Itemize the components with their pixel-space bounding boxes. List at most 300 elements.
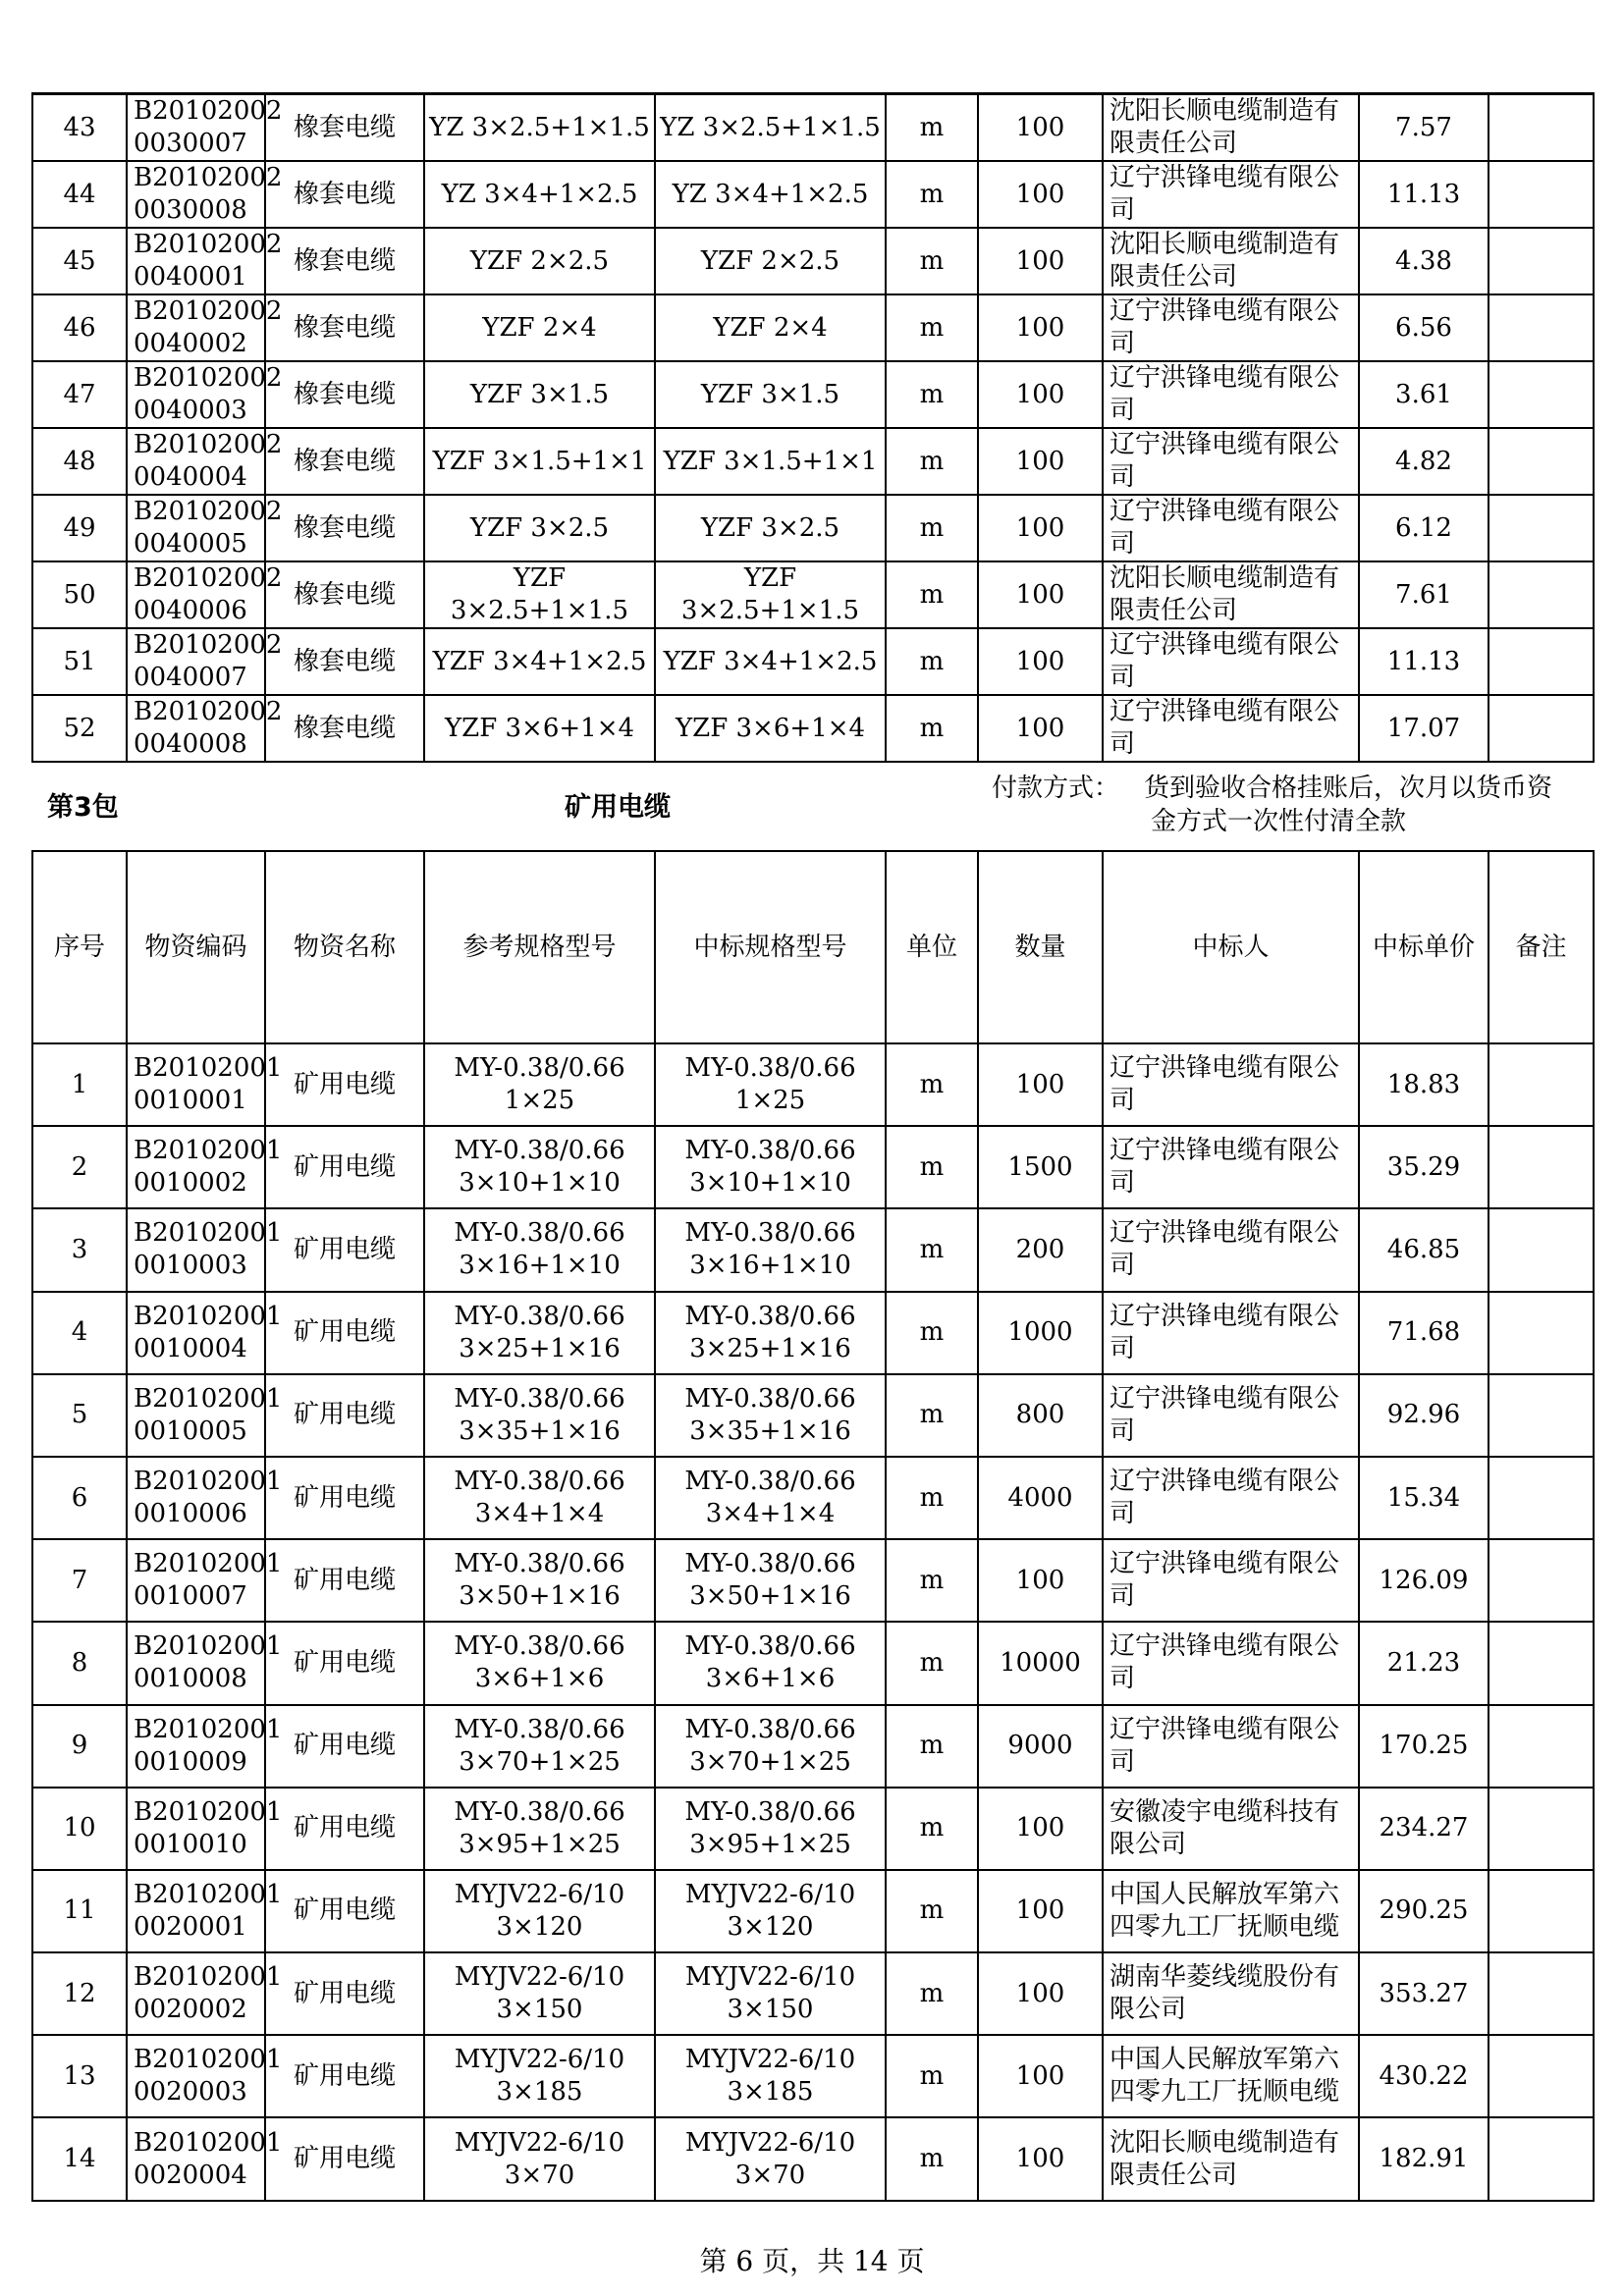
- cell-price: 6.12: [1359, 495, 1489, 561]
- cell-bidder: [1103, 161, 1359, 228]
- cell-bidder-line: 限公司: [1110, 1829, 1187, 1859]
- cell-ref-spec-line: MY-0.38/0.66: [454, 1467, 625, 1497]
- cell-bid-spec-line: 3×150: [727, 1995, 814, 2025]
- cell-code-line: 0010008: [134, 1664, 247, 1694]
- cell-bid-spec: [655, 428, 886, 495]
- cell-bid-spec-line: 3×10+1×10: [689, 1168, 851, 1199]
- cell-note: [1489, 561, 1594, 628]
- cell-ref-spec: [424, 1788, 655, 1870]
- cell-ref-spec-line: 3×2.5+1×1.5: [450, 596, 629, 625]
- cell-seq: 6: [32, 1457, 127, 1539]
- cell-bidder: [1103, 94, 1359, 162]
- cell-bid-spec: [655, 1539, 886, 1622]
- cell-bid-spec-line: YZF 3×1.5: [700, 379, 840, 409]
- cell-bidder: [1103, 561, 1359, 628]
- cell-bidder: [1103, 1374, 1359, 1457]
- table-row: [32, 1457, 1594, 1539]
- table-row: [32, 695, 1594, 762]
- cell-seq: 8: [32, 1622, 127, 1704]
- cell-bid-spec: [655, 228, 886, 294]
- cell-bidder-line: 司: [1110, 1581, 1136, 1612]
- cell-bidder-line: 限责任公司: [1110, 596, 1238, 625]
- cell-qty: 200: [978, 1208, 1103, 1291]
- cell-note: [1489, 1952, 1594, 2035]
- cell-ref-spec: [424, 428, 655, 495]
- cell-seq: 46: [32, 294, 127, 361]
- cell-price: 234.27: [1359, 1788, 1489, 1870]
- table-row: [32, 1870, 1594, 1952]
- cell-ref-spec-line: YZF: [513, 563, 567, 593]
- cell-bidder-line: 司: [1110, 1333, 1136, 1363]
- cell-code-line: B20102001: [134, 1714, 283, 1744]
- cell-code-line: 0040006: [134, 596, 247, 625]
- cell-code-line: 0010004: [134, 1333, 247, 1363]
- cell-ref-spec: [424, 1043, 655, 1126]
- cell-name: 橡套电缆: [265, 161, 424, 228]
- cell-code-line: 0040002: [134, 329, 247, 358]
- cell-note: [1489, 1870, 1594, 1952]
- cell-unit: m: [886, 495, 978, 561]
- cell-bid-spec: [655, 1870, 886, 1952]
- cell-ref-spec-line: YZF 2×2.5: [469, 245, 610, 276]
- cell-note: [1489, 695, 1594, 762]
- cell-ref-spec-line: 3×70+1×25: [459, 1746, 621, 1777]
- cell-bid-spec-line: 3×25+1×16: [689, 1333, 851, 1363]
- cell-bid-spec-line: 3×4+1×4: [705, 1499, 836, 1529]
- cell-qty: 100: [978, 1870, 1103, 1952]
- cell-bid-spec-line: 3×120: [727, 1911, 814, 1942]
- cell-bid-spec: [655, 1374, 886, 1457]
- cell-price: 35.29: [1359, 1126, 1489, 1208]
- cell-bid-spec-line: MYJV22-6/10: [684, 2127, 856, 2158]
- cell-bid-spec-line: MY-0.38/0.66: [684, 1053, 856, 1084]
- header-name: 物资名称: [265, 851, 424, 1043]
- cell-qty: 100: [978, 1952, 1103, 2035]
- table-header-row: [32, 851, 1594, 1043]
- cell-ref-spec: [424, 1705, 655, 1788]
- cell-ref-spec-line: 3×50+1×16: [459, 1581, 621, 1612]
- header-bid-spec: 中标规格型号: [655, 851, 886, 1043]
- cell-code: [127, 228, 283, 294]
- cell-unit: m: [886, 1292, 978, 1374]
- cell-seq: 47: [32, 361, 127, 428]
- cell-code: [127, 695, 283, 762]
- cell-qty: 100: [978, 361, 1103, 428]
- cell-unit: m: [886, 1374, 978, 1457]
- cell-note: [1489, 161, 1594, 228]
- cell-price: 11.13: [1359, 161, 1489, 228]
- cell-bid-spec-line: YZF: [743, 563, 797, 593]
- cell-code-line: B20102002: [134, 96, 283, 126]
- cell-ref-spec-line: 3×35+1×16: [459, 1415, 621, 1446]
- cell-code-line: B20102001: [134, 1631, 283, 1662]
- cell-bid-spec: [655, 1622, 886, 1704]
- cell-code-line: B20102001: [134, 2045, 283, 2075]
- cell-ref-spec: [424, 1126, 655, 1208]
- cell-note: [1489, 1788, 1594, 1870]
- cell-ref-spec: [424, 1870, 655, 1952]
- cell-name: 矿用电缆: [265, 1788, 424, 1870]
- cell-ref-spec: [424, 1539, 655, 1622]
- cell-price: 92.96: [1359, 1374, 1489, 1457]
- cell-ref-spec-line: YZF 3×6+1×4: [444, 713, 635, 743]
- cell-unit: m: [886, 94, 978, 162]
- cell-price: 3.61: [1359, 361, 1489, 428]
- cell-code: [127, 1043, 283, 1126]
- cell-note: [1489, 1292, 1594, 1374]
- cell-ref-spec: [424, 2035, 655, 2117]
- cell-code: [127, 1788, 283, 1870]
- table-row: [32, 2117, 1594, 2200]
- cell-bidder-line: 沈阳长顺电缆制造有: [1110, 230, 1340, 259]
- cell-bidder-line: 辽宁洪锋电缆有限公: [1110, 1218, 1340, 1249]
- cell-code-line: 0040001: [134, 262, 247, 292]
- cell-unit: m: [886, 1539, 978, 1622]
- cell-bidder-line: 司: [1110, 1168, 1136, 1199]
- cell-code: [127, 361, 283, 428]
- cell-code-line: B20102002: [134, 163, 283, 192]
- cell-ref-spec-line: MYJV22-6/10: [454, 1879, 625, 1909]
- cell-bidder: [1103, 361, 1359, 428]
- cell-bidder-line: 沈阳长顺电缆制造有: [1110, 96, 1340, 126]
- cell-qty: 100: [978, 161, 1103, 228]
- cell-bid-spec-line: YZ 3×4+1×2.5: [672, 179, 869, 209]
- cell-bid-spec: [655, 561, 886, 628]
- cell-bid-spec-line: YZF 3×1.5+1×1: [663, 446, 878, 476]
- cell-bidder-line: 辽宁洪锋电缆有限公: [1110, 1714, 1340, 1744]
- cell-bid-spec: [655, 294, 886, 361]
- cell-code-line: 0020002: [134, 1995, 247, 2025]
- cell-bidder: [1103, 1126, 1359, 1208]
- table-row: [32, 1126, 1594, 1208]
- cell-bidder-line: 中国人民解放军第六: [1110, 2045, 1340, 2075]
- cell-ref-spec-line: YZF 2×4: [482, 312, 597, 343]
- cell-ref-spec-line: 3×70: [504, 2160, 575, 2190]
- cell-ref-spec: [424, 1457, 655, 1539]
- cell-ref-spec-line: YZ 3×4+1×2.5: [441, 179, 638, 209]
- cell-price: 353.27: [1359, 1952, 1489, 2035]
- cell-bidder-line: 限责任公司: [1110, 2160, 1238, 2190]
- items-table-package-3: [31, 850, 1595, 2202]
- cell-bid-spec-line: MY-0.38/0.66: [684, 1796, 856, 1827]
- cell-price: 6.56: [1359, 294, 1489, 361]
- cell-bid-spec: [655, 1126, 886, 1208]
- cell-seq: 14: [32, 2117, 127, 2200]
- cell-note: [1489, 628, 1594, 695]
- cell-note: [1489, 294, 1594, 361]
- cell-code-line: B20102001: [134, 1796, 283, 1827]
- cell-bidder: [1103, 1622, 1359, 1704]
- cell-code-line: 0020004: [134, 2160, 247, 2190]
- cell-qty: 100: [978, 2117, 1103, 2200]
- cell-qty: 800: [978, 1374, 1103, 1457]
- cell-bidder-line: 辽宁洪锋电缆有限公: [1110, 1136, 1340, 1166]
- cell-bid-spec: [655, 1788, 886, 1870]
- cell-code: [127, 1374, 283, 1457]
- cell-code: [127, 1539, 283, 1622]
- cell-qty: 10000: [978, 1622, 1103, 1704]
- cell-ref-spec: [424, 561, 655, 628]
- cell-qty: 100: [978, 561, 1103, 628]
- cell-ref-spec-line: 3×6+1×6: [474, 1664, 605, 1694]
- cell-bid-spec: [655, 161, 886, 228]
- cell-ref-spec-line: YZF 3×1.5+1×1: [432, 446, 647, 476]
- cell-name: 矿用电缆: [265, 1208, 424, 1291]
- cell-code-line: 0010010: [134, 1829, 247, 1859]
- cell-ref-spec: [424, 1952, 655, 2035]
- cell-qty: 1000: [978, 1292, 1103, 1374]
- cell-code-line: 0040005: [134, 529, 247, 559]
- cell-ref-spec: [424, 1374, 655, 1457]
- cell-bidder-line: 辽宁洪锋电缆有限公: [1110, 163, 1340, 192]
- cell-bid-spec: [655, 94, 886, 162]
- cell-code-line: 0010009: [134, 1746, 247, 1777]
- cell-note: [1489, 361, 1594, 428]
- cell-code-line: 0030008: [134, 195, 247, 225]
- cell-bid-spec-line: 3×2.5+1×1.5: [680, 596, 860, 625]
- cell-ref-spec: [424, 495, 655, 561]
- cell-price: 7.61: [1359, 561, 1489, 628]
- cell-bidder: [1103, 628, 1359, 695]
- cell-bidder: [1103, 1043, 1359, 1126]
- cell-name: 橡套电缆: [265, 294, 424, 361]
- cell-ref-spec: [424, 695, 655, 762]
- cell-note: [1489, 1374, 1594, 1457]
- cell-bid-spec-line: YZF 3×2.5: [700, 512, 840, 543]
- cell-name: 橡套电缆: [265, 695, 424, 762]
- table-row: [32, 228, 1594, 294]
- cell-price: 4.82: [1359, 428, 1489, 495]
- cell-bid-spec-line: 3×95+1×25: [689, 1829, 851, 1859]
- cell-code: [127, 161, 283, 228]
- cell-bidder: [1103, 1952, 1359, 2035]
- page-footer: 第 6 页，共 14 页: [699, 2245, 925, 2277]
- cell-bidder-line: 司: [1110, 1664, 1136, 1694]
- cell-name: 橡套电缆: [265, 361, 424, 428]
- cell-bid-spec: [655, 1043, 886, 1126]
- cell-bidder-line: 辽宁洪锋电缆有限公: [1110, 1301, 1340, 1331]
- cell-bidder: [1103, 428, 1359, 495]
- cell-bid-spec: [655, 2035, 886, 2117]
- cell-note: [1489, 428, 1594, 495]
- table-row: [32, 1208, 1594, 1291]
- cell-code-line: B20102001: [134, 1136, 283, 1166]
- cell-ref-spec-line: YZF 3×1.5: [469, 379, 610, 409]
- cell-ref-spec-line: MYJV22-6/10: [454, 1962, 625, 1993]
- cell-bidder: [1103, 1870, 1359, 1952]
- cell-name: 矿用电缆: [265, 1457, 424, 1539]
- cell-unit: m: [886, 1952, 978, 2035]
- cell-bid-spec: [655, 361, 886, 428]
- cell-unit: m: [886, 294, 978, 361]
- payment-line-2: 金方式一次性付清全款: [1151, 807, 1407, 836]
- cell-name: 矿用电缆: [265, 2035, 424, 2117]
- cell-seq: 3: [32, 1208, 127, 1291]
- cell-code-line: 0010001: [134, 1086, 247, 1116]
- cell-bid-spec: [655, 1208, 886, 1291]
- cell-bidder: [1103, 1788, 1359, 1870]
- cell-bid-spec-line: MY-0.38/0.66: [684, 1383, 856, 1414]
- cell-bidder-line: 辽宁洪锋电缆有限公: [1110, 363, 1340, 393]
- cell-ref-spec-line: YZ 3×2.5+1×1.5: [429, 112, 650, 142]
- cell-ref-spec-line: MY-0.38/0.66: [454, 1631, 625, 1662]
- cell-code-line: 0020001: [134, 1911, 247, 1942]
- cell-code: [127, 1457, 283, 1539]
- header-qty: 数量: [978, 851, 1103, 1043]
- cell-name: 橡套电缆: [265, 495, 424, 561]
- cell-bidder-line: 辽宁洪锋电缆有限公: [1110, 1467, 1340, 1497]
- cell-seq: 1: [32, 1043, 127, 1126]
- cell-ref-spec-line: MY-0.38/0.66: [454, 1301, 625, 1331]
- cell-code-line: B20102001: [134, 1301, 283, 1331]
- cell-bidder-line: 辽宁洪锋电缆有限公: [1110, 1631, 1340, 1662]
- cell-code: [127, 294, 283, 361]
- cell-qty: 100: [978, 294, 1103, 361]
- cell-bidder: [1103, 2117, 1359, 2200]
- cell-name: 矿用电缆: [265, 1952, 424, 2035]
- cell-price: 4.38: [1359, 228, 1489, 294]
- cell-code: [127, 495, 283, 561]
- cell-name: 矿用电缆: [265, 1126, 424, 1208]
- cell-qty: 100: [978, 94, 1103, 162]
- cell-bid-spec-line: MY-0.38/0.66: [684, 1467, 856, 1497]
- cell-bidder-line: 限责任公司: [1110, 129, 1238, 158]
- cell-seq: 7: [32, 1539, 127, 1622]
- cell-bidder-line: 安徽凌宇电缆科技有: [1110, 1796, 1340, 1827]
- cell-bidder-line: 辽宁洪锋电缆有限公: [1110, 296, 1340, 326]
- cell-code-line: 0040003: [134, 396, 247, 425]
- cell-bidder-line: 辽宁洪锋电缆有限公: [1110, 1549, 1340, 1579]
- cell-note: [1489, 1126, 1594, 1208]
- table-row: [32, 628, 1594, 695]
- cell-code: [127, 94, 283, 162]
- cell-seq: 43: [32, 94, 127, 162]
- cell-bid-spec-line: MY-0.38/0.66: [684, 1136, 856, 1166]
- cell-name: 矿用电缆: [265, 1870, 424, 1952]
- cell-bid-spec-line: MY-0.38/0.66: [684, 1301, 856, 1331]
- cell-bid-spec-line: YZF 3×4+1×2.5: [663, 646, 878, 676]
- cell-bid-spec: [655, 1952, 886, 2035]
- cell-code-line: 0010003: [134, 1251, 247, 1281]
- cell-bidder: [1103, 1457, 1359, 1539]
- cell-price: 11.13: [1359, 628, 1489, 695]
- cell-code-line: 0010002: [134, 1168, 247, 1199]
- cell-code: [127, 561, 283, 628]
- cell-code: [127, 1208, 283, 1291]
- cell-seq: 2: [32, 1126, 127, 1208]
- payment-label: 付款方式：: [992, 774, 1120, 803]
- cell-bid-spec-line: MY-0.38/0.66: [684, 1631, 856, 1662]
- cell-note: [1489, 94, 1594, 162]
- cell-code: [127, 1126, 283, 1208]
- cell-unit: m: [886, 1457, 978, 1539]
- cell-code-line: B20102001: [134, 1053, 283, 1084]
- cell-bidder-line: 辽宁洪锋电缆有限公: [1110, 497, 1340, 526]
- cell-unit: m: [886, 1622, 978, 1704]
- cell-seq: 44: [32, 161, 127, 228]
- cell-ref-spec-line: 3×4+1×4: [474, 1499, 605, 1529]
- cell-bidder-line: 中国人民解放军第六: [1110, 1879, 1340, 1909]
- cell-bidder: [1103, 1539, 1359, 1622]
- cell-seq: 10: [32, 1788, 127, 1870]
- cell-bidder-line: 司: [1110, 329, 1136, 358]
- cell-bid-spec-line: 3×185: [727, 2077, 814, 2108]
- cell-ref-spec: [424, 161, 655, 228]
- cell-note: [1489, 228, 1594, 294]
- package-label: 第3包: [47, 792, 119, 823]
- cell-price: 430.22: [1359, 2035, 1489, 2117]
- cell-qty: 100: [978, 1788, 1103, 1870]
- cell-bid-spec-line: MYJV22-6/10: [684, 1879, 856, 1909]
- cell-price: 18.83: [1359, 1043, 1489, 1126]
- cell-unit: m: [886, 1126, 978, 1208]
- cell-unit: m: [886, 161, 978, 228]
- cell-ref-spec-line: YZF 3×2.5: [469, 512, 610, 543]
- cell-qty: 100: [978, 495, 1103, 561]
- cell-code: [127, 2035, 283, 2117]
- cell-code-line: B20102002: [134, 430, 283, 459]
- cell-bid-spec-line: YZF 2×4: [713, 312, 828, 343]
- cell-code-line: B20102002: [134, 230, 283, 259]
- cell-bidder-line: 限公司: [1110, 1995, 1187, 2025]
- cell-bid-spec-line: 3×50+1×16: [689, 1581, 851, 1612]
- cell-seq: 4: [32, 1292, 127, 1374]
- cell-bid-spec: [655, 695, 886, 762]
- cell-bid-spec-line: MYJV22-6/10: [684, 2045, 856, 2075]
- header-price: 中标单价: [1359, 851, 1489, 1043]
- cell-qty: 100: [978, 1043, 1103, 1126]
- cell-ref-spec-line: MYJV22-6/10: [454, 2127, 625, 2158]
- table-row: [32, 1622, 1594, 1704]
- cell-note: [1489, 2035, 1594, 2117]
- table-row: [32, 294, 1594, 361]
- cell-code: [127, 628, 283, 695]
- cell-unit: m: [886, 428, 978, 495]
- cell-bidder: [1103, 294, 1359, 361]
- cell-ref-spec: [424, 228, 655, 294]
- cell-seq: 13: [32, 2035, 127, 2117]
- cell-qty: 100: [978, 228, 1103, 294]
- cell-code-line: B20102002: [134, 563, 283, 593]
- header-ref-spec: 参考规格型号: [424, 851, 655, 1043]
- cell-ref-spec-line: MY-0.38/0.66: [454, 1053, 625, 1084]
- cell-bidder-line: 司: [1110, 396, 1136, 425]
- cell-name: 矿用电缆: [265, 1374, 424, 1457]
- cell-name: 橡套电缆: [265, 428, 424, 495]
- cell-bidder-line: 四零九工厂抚顺电缆: [1110, 1911, 1340, 1942]
- cell-code-line: B20102001: [134, 1549, 283, 1579]
- cell-ref-spec: [424, 361, 655, 428]
- cell-seq: 49: [32, 495, 127, 561]
- table-row: [32, 428, 1594, 495]
- cell-bid-spec-line: MY-0.38/0.66: [684, 1218, 856, 1249]
- cell-qty: 100: [978, 2035, 1103, 2117]
- table-row: [32, 94, 1594, 162]
- header-bidder: 中标人: [1103, 851, 1359, 1043]
- cell-bidder-line: 司: [1110, 1499, 1136, 1529]
- header-note: 备注: [1489, 851, 1594, 1043]
- cell-ref-spec-line: 3×16+1×10: [459, 1251, 621, 1281]
- cell-bidder: [1103, 695, 1359, 762]
- cell-code-line: B20102002: [134, 497, 283, 526]
- cell-ref-spec-line: YZF 3×4+1×2.5: [432, 646, 647, 676]
- cell-note: [1489, 1043, 1594, 1126]
- cell-note: [1489, 1539, 1594, 1622]
- cell-note: [1489, 1457, 1594, 1539]
- cell-ref-spec-line: MY-0.38/0.66: [454, 1549, 625, 1579]
- cell-code-line: B20102002: [134, 697, 283, 726]
- cell-bid-spec-line: YZ 3×2.5+1×1.5: [660, 112, 881, 142]
